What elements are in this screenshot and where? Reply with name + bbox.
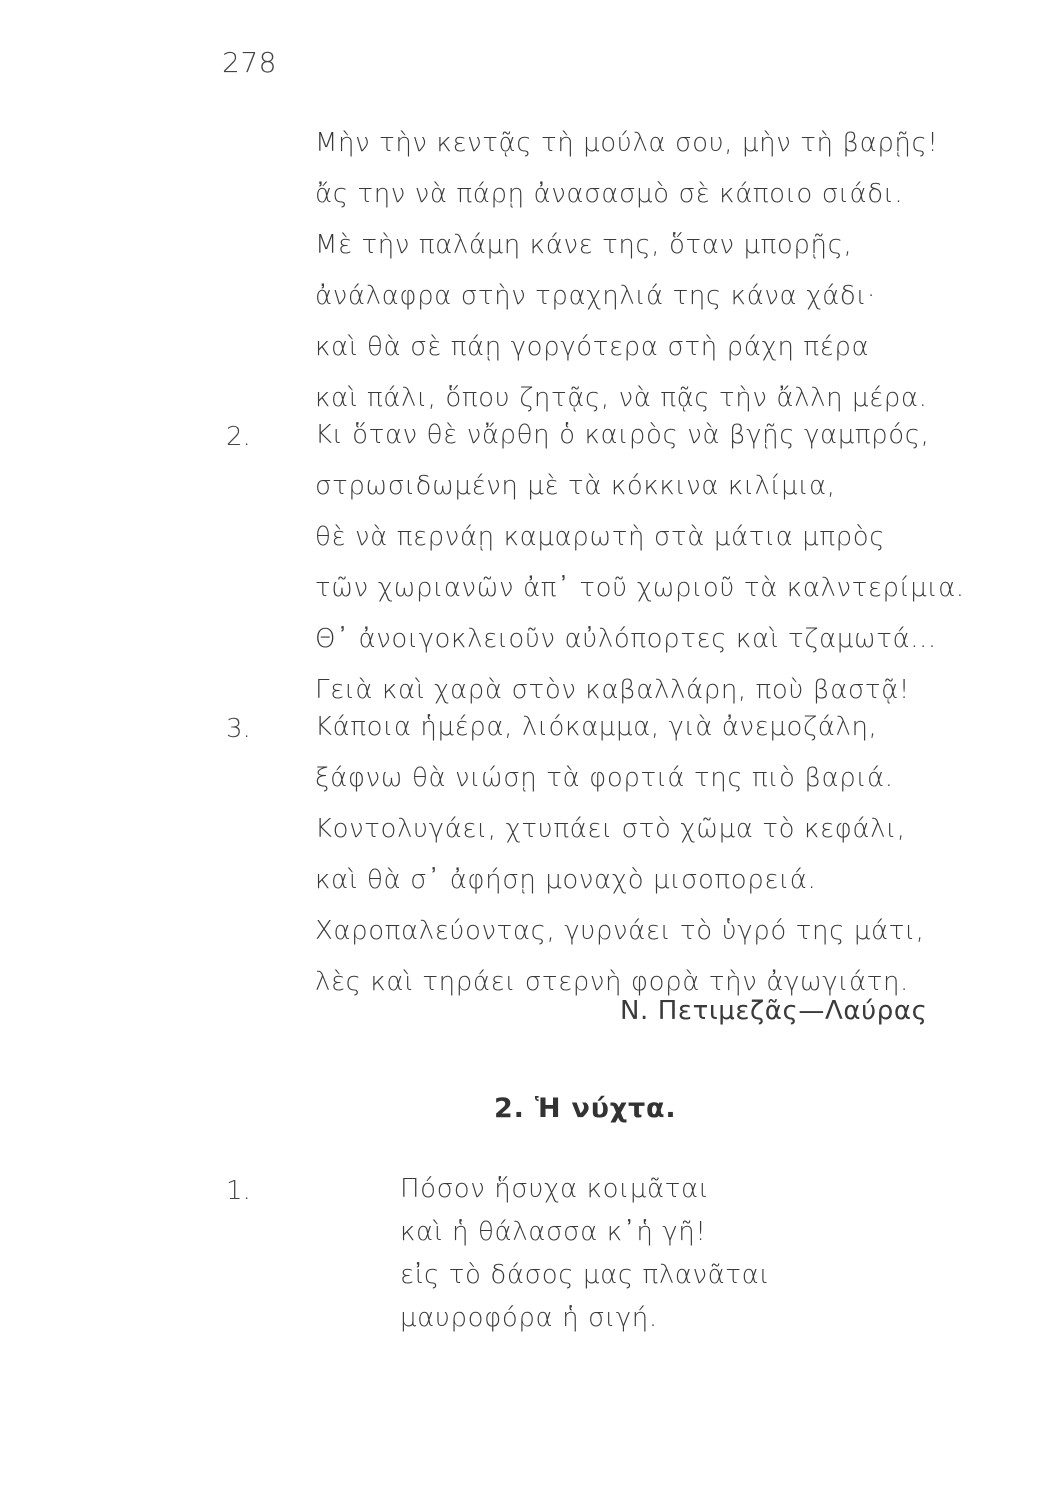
poem-line: Κοντολυγάει, χτυπάει στὸ χῶμα τὸ κεφάλι, — [315, 814, 906, 844]
poem-line: καὶ θὰ σ᾽ ἀφήσῃ μοναχὸ μισοπορειά. — [315, 865, 817, 895]
poem-line: Πόσον ἥσυχα κοιμᾶται — [400, 1174, 710, 1204]
poem-line: ἀνάλαφρα στὴν τραχηλιά της κάνα χάδι· — [315, 281, 876, 311]
poem-line: ξάφνω θὰ νιώσῃ τὰ φορτιά της πιὸ βαριά. — [315, 763, 894, 793]
poem-line: στρωσιδωμένη μὲ τὰ κόκκινα κιλίμια, — [315, 471, 836, 501]
poem-line: θὲ νὰ περνάῃ καμαρωτὴ στὰ μάτια μπρὸς — [315, 522, 886, 552]
poem-line: ἄς την νὰ πάρῃ ἀνασασμὸ σὲ κάποιο σιάδι. — [315, 179, 904, 209]
poem-line: Χαροπαλεύοντας, γυρνάει τὸ ὑγρό της μάτι, — [315, 916, 925, 946]
poem-line: Μὲ τὴν παλάμη κάνε της, ὅταν μπορῇς, — [315, 230, 853, 260]
section-title: 2. Ἡ νύχτα. — [494, 1093, 677, 1124]
poem-line: λὲς καὶ τηράει στερνὴ φορὰ τὴν ἀγωγιάτη. — [315, 967, 909, 997]
poem-line: καὶ πάλι, ὅπου ζητᾷς, νὰ πᾷς τὴν ἄλλη μέρα. — [315, 383, 928, 413]
poem-line: καὶ θὰ σὲ πάῃ γοργότερα στὴ ράχη πέρα — [315, 332, 870, 362]
poem-line: εἰς τὸ δάσος μας πλανᾶται — [400, 1260, 771, 1290]
poem-line: Θ᾽ ἀνοιγοκλειοῦν αὐλόπορτες καὶ τζαμωτά... — [315, 624, 937, 654]
stanza-number: 3. — [226, 714, 251, 744]
poem-line: Μὴν τὴν κεντᾷς τὴ μούλα σου, μὴν τὴ βαρῇς! — [315, 128, 939, 158]
poem-line: Κι ὅταν θὲ νἄρθη ὁ καιρὸς νὰ βγῇς γαμπρός, — [315, 420, 930, 450]
poem-line: μαυροφόρα ἡ σιγή. — [400, 1303, 658, 1333]
poem-line: καὶ ἡ θάλασσα κ᾽ἡ γῆ! — [400, 1217, 707, 1247]
stanza-number: 1. — [226, 1176, 251, 1206]
stanza-number: 2. — [226, 422, 251, 452]
poem-line: τῶν χωριανῶν ἀπ᾽ τοῦ χωριοῦ τὰ καλντερίμια. — [315, 573, 965, 603]
page-number: 278 — [222, 46, 277, 79]
poem-line: Γειὰ καὶ χαρὰ στὸν καβαλλάρη, ποὺ βαστᾷ! — [315, 675, 910, 705]
poem-line: Κάποια ἡμέρα, λιόκαμμα, γιὰ ἀνεμοζάλη, — [315, 712, 878, 742]
author-signature: Ν. Πετιμεζᾶς—Λαύρας — [620, 996, 928, 1026]
